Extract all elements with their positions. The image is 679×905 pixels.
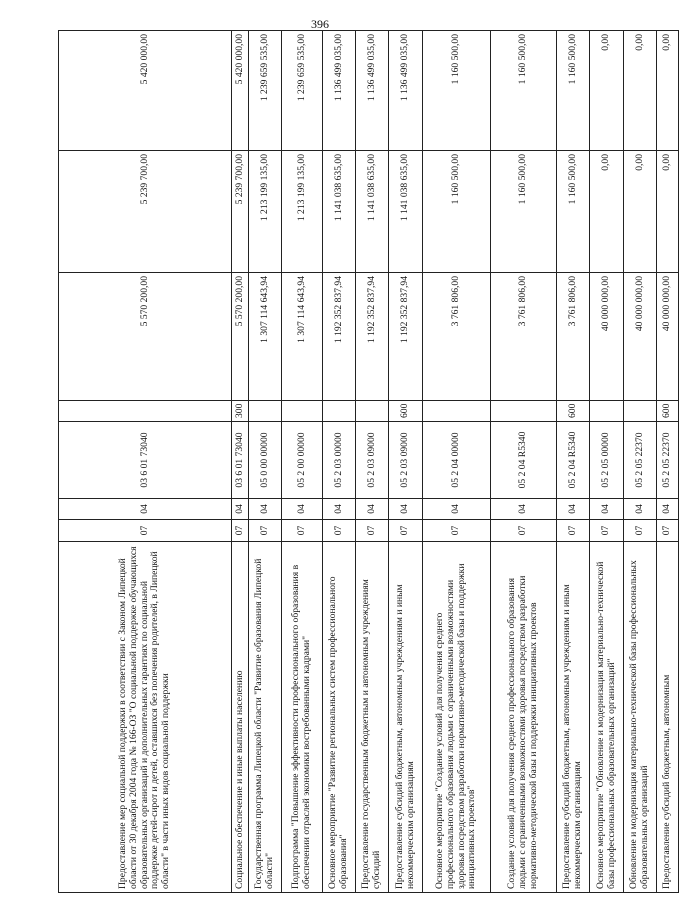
target-article-cell: 05 2 00 00000 <box>282 422 323 499</box>
rotated-budget-table <box>58 31 673 893</box>
table-row <box>624 31 657 893</box>
subsection-cell: 04 <box>389 499 423 520</box>
subsection-cell: 04 <box>624 499 657 520</box>
table-row <box>282 31 323 893</box>
amount-year1-cell: 40 000 000,00 <box>657 273 679 401</box>
section-cell: 07 <box>389 520 423 542</box>
row-name-cell: Государственная программа Липецкой области "Развитие образования Липецкой области" <box>249 542 282 893</box>
amount-year1-cell: 1 307 114 643,94 <box>249 273 282 401</box>
budget-table <box>58 30 679 893</box>
section-cell: 07 <box>356 520 389 542</box>
amount-year1-cell: 5 570 200,00 <box>232 273 249 401</box>
amount-year1-cell: 3 761 806,00 <box>557 273 590 401</box>
section-cell: 07 <box>282 520 323 542</box>
expense-type-cell <box>356 401 389 422</box>
expense-type-cell <box>59 401 232 422</box>
section-cell: 07 <box>59 520 232 542</box>
row-name-cell: Предоставление субсидий бюджетным, автономным учреждениям и иным некоммерческим организациям <box>389 542 423 893</box>
amount-year3-cell: 0,00 <box>657 31 679 151</box>
amount-year2-cell: 1 141 038 635,00 <box>356 151 389 273</box>
amount-year2-cell: 0,00 <box>624 151 657 273</box>
amount-year1-cell: 1 192 352 837,94 <box>323 273 356 401</box>
amount-year3-cell: 1 136 499 035,00 <box>323 31 356 151</box>
section-cell: 07 <box>557 520 590 542</box>
target-article-cell: 03 6 01 73040 <box>232 422 249 499</box>
section-cell: 07 <box>232 520 249 542</box>
target-article-cell: 05 2 05 00000 <box>590 422 624 499</box>
target-article-cell: 05 0 00 00000 <box>249 422 282 499</box>
table-row <box>657 31 679 893</box>
row-name-cell: Подпрограмма "Повышение эффективности профессионального образования в обеспечении отраслей экономики востребованными кадрами" <box>282 542 323 893</box>
table-row <box>59 31 232 893</box>
amount-year1-cell: 5 570 200,00 <box>59 273 232 401</box>
amount-year3-cell: 1 239 659 535,00 <box>282 31 323 151</box>
expense-type-cell: 600 <box>557 401 590 422</box>
subsection-cell: 04 <box>356 499 389 520</box>
expense-type-cell <box>590 401 624 422</box>
expense-type-cell <box>491 401 557 422</box>
page-number: 396 <box>311 17 329 31</box>
target-article-cell: 05 2 04 R5340 <box>557 422 590 499</box>
target-article-cell: 05 2 03 09000 <box>389 422 423 499</box>
amount-year3-cell: 1 160 500,00 <box>423 31 491 151</box>
subsection-cell: 04 <box>59 499 232 520</box>
amount-year1-cell: 1 192 352 837,94 <box>389 273 423 401</box>
table-row <box>557 31 590 893</box>
amount-year2-cell: 1 213 199 135,00 <box>282 151 323 273</box>
row-name-cell: Основное мероприятие "Развитие региональных систем профессионального образования" <box>323 542 356 893</box>
amount-year2-cell: 1 160 500,00 <box>423 151 491 273</box>
table-body <box>59 31 679 893</box>
row-name-cell: Обновление и модернизация материально-технической базы профессиональных образовательных организаций <box>624 542 657 893</box>
amount-year3-cell: 5 420 000,00 <box>232 31 249 151</box>
table-row <box>232 31 249 893</box>
table-row <box>423 31 491 893</box>
target-article-cell: 05 2 03 09000 <box>356 422 389 499</box>
table-row <box>491 31 557 893</box>
amount-year2-cell: 1 160 500,00 <box>491 151 557 273</box>
amount-year1-cell: 40 000 000,00 <box>624 273 657 401</box>
target-article-cell: 05 2 04 00000 <box>423 422 491 499</box>
subsection-cell: 04 <box>590 499 624 520</box>
expense-type-cell <box>249 401 282 422</box>
row-name-cell: Социальное обеспечение и иные выплаты населению <box>232 542 249 893</box>
amount-year3-cell: 1 160 500,00 <box>557 31 590 151</box>
amount-year1-cell: 1 307 114 643,94 <box>282 273 323 401</box>
amount-year1-cell: 3 761 806,00 <box>423 273 491 401</box>
table-row <box>249 31 282 893</box>
expense-type-cell: 600 <box>657 401 679 422</box>
section-cell: 07 <box>249 520 282 542</box>
table-row <box>389 31 423 893</box>
subsection-cell: 04 <box>249 499 282 520</box>
target-article-cell: 05 2 05 22370 <box>624 422 657 499</box>
section-cell: 07 <box>590 520 624 542</box>
amount-year1-cell: 3 761 806,00 <box>491 273 557 401</box>
amount-year2-cell: 1 141 038 635,00 <box>389 151 423 273</box>
target-article-cell: 03 6 01 73040 <box>59 422 232 499</box>
subsection-cell: 04 <box>491 499 557 520</box>
subsection-cell: 04 <box>657 499 679 520</box>
subsection-cell: 04 <box>557 499 590 520</box>
amount-year3-cell: 1 136 499 035,00 <box>389 31 423 151</box>
amount-year1-cell: 40 000 000,00 <box>590 273 624 401</box>
subsection-cell: 04 <box>232 499 249 520</box>
section-cell: 07 <box>423 520 491 542</box>
amount-year3-cell: 5 420 000,00 <box>59 31 232 151</box>
expense-type-cell: 300 <box>232 401 249 422</box>
row-name-cell: Создание условий для получения среднего профессионального образования людьми с ограниченными возможностями здоровья посредством разработки нормативно-методической базы и поддержки инициативных проектов <box>491 542 557 893</box>
section-cell: 07 <box>657 520 679 542</box>
amount-year3-cell: 1 239 659 535,00 <box>249 31 282 151</box>
amount-year3-cell: 1 136 499 035,00 <box>356 31 389 151</box>
amount-year2-cell: 0,00 <box>590 151 624 273</box>
row-name-cell: Предоставление государственным бюджетным и автономным учреждениям субсидий <box>356 542 389 893</box>
amount-year2-cell: 1 213 199 135,00 <box>249 151 282 273</box>
subsection-cell: 04 <box>282 499 323 520</box>
amount-year3-cell: 0,00 <box>624 31 657 151</box>
expense-type-cell <box>423 401 491 422</box>
amount-year3-cell: 1 160 500,00 <box>491 31 557 151</box>
amount-year1-cell: 1 192 352 837,94 <box>356 273 389 401</box>
section-cell: 07 <box>491 520 557 542</box>
subsection-cell: 04 <box>323 499 356 520</box>
expense-type-cell <box>282 401 323 422</box>
row-name-cell: Предоставление субсидий бюджетным, автономным <box>657 542 679 893</box>
amount-year2-cell: 1 141 038 635,00 <box>323 151 356 273</box>
section-cell: 07 <box>624 520 657 542</box>
row-name-cell: Предоставление мер социальной поддержки в соответствии с Законом Липецкой области от 30 декабря 2004 года № 166-ОЗ "О социальной поддержке обучающихся образовательных организаций и дополнительных гарантиях по социальной поддержке детей-сирот и детей, оставшихся без попечения родителей, в Липецкой области" в части иных видов социальной поддержки <box>59 542 232 893</box>
target-article-cell: 05 2 04 R5340 <box>491 422 557 499</box>
expense-type-cell: 600 <box>389 401 423 422</box>
amount-year2-cell: 0,00 <box>657 151 679 273</box>
amount-year2-cell: 5 239 700,00 <box>232 151 249 273</box>
row-name-cell: Основное мероприятие "Обновление и модернизация материально-технической базы профессиональных образовательных организаций" <box>590 542 624 893</box>
row-name-cell: Предоставление субсидий бюджетным, автономным учреждениям и иным некоммерческим организациям <box>557 542 590 893</box>
table-row <box>356 31 389 893</box>
section-cell: 07 <box>323 520 356 542</box>
amount-year3-cell: 0,00 <box>590 31 624 151</box>
amount-year2-cell: 1 160 500,00 <box>557 151 590 273</box>
amount-year2-cell: 5 239 700,00 <box>59 151 232 273</box>
subsection-cell: 04 <box>423 499 491 520</box>
target-article-cell: 05 2 03 00000 <box>323 422 356 499</box>
table-row <box>323 31 356 893</box>
row-name-cell: Основное мероприятие "Создание условий для получения среднего профессионального образования людьми с ограниченными возможностями здоровья посредством разработки нормативно-методической базы и поддержки инициативных проектов" <box>423 542 491 893</box>
table-row <box>590 31 624 893</box>
expense-type-cell <box>624 401 657 422</box>
expense-type-cell <box>323 401 356 422</box>
target-article-cell: 05 2 05 22370 <box>657 422 679 499</box>
